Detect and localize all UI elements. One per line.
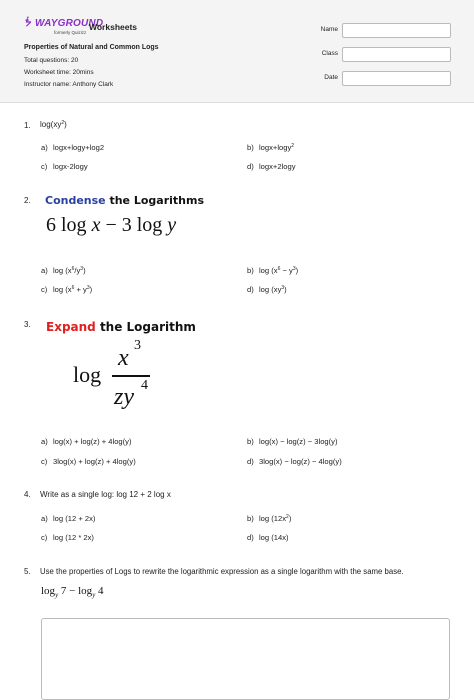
math-log: log	[73, 362, 102, 387]
math-denominator: zy	[114, 384, 134, 410]
option-a[interactable]: a) log (12 + 2x)	[41, 514, 96, 523]
option-d[interactable]: d) log (14x)	[247, 533, 289, 542]
option-a[interactable]: a) logx+logy+log2	[41, 143, 105, 152]
question-number: 4.	[24, 490, 31, 499]
logo-mark-icon: ᖭ	[24, 18, 31, 29]
worksheet-title: Properties of Natural and Common Logs	[24, 44, 159, 51]
total-questions: Total questions: 20	[24, 57, 79, 64]
name-field[interactable]	[342, 23, 451, 38]
class-label: Class	[321, 50, 338, 57]
math-expression: 6 log x − 3 log y	[46, 214, 177, 236]
question-heading: Expand the Logarithm	[46, 320, 196, 334]
option-b[interactable]: b) $\log (12x^2)$	[247, 514, 292, 523]
name-label: Name	[320, 26, 338, 33]
class-field[interactable]	[342, 47, 451, 62]
option-c[interactable]: c) log (12 * 2x)	[41, 533, 94, 542]
worksheets-label: Worksheets	[89, 22, 138, 32]
worksheet-time: Worksheet time: 20mins	[24, 69, 94, 76]
logo-text: WAYGROUND	[35, 18, 104, 29]
option-d[interactable]: d) logx+2logy	[247, 162, 296, 171]
date-field[interactable]	[342, 71, 451, 86]
option-c[interactable]: c) $\log (x^6 + y^3)$	[41, 285, 93, 294]
option-c[interactable]: c) logx-2logy	[41, 162, 88, 171]
question-number: 5.	[24, 567, 31, 576]
question-heading: Condense the Logarithms	[45, 194, 205, 207]
question-number: 1.	[24, 121, 31, 130]
fraction-bar	[112, 375, 150, 377]
option-a[interactable]: a) $\log (x^6/y^3)$	[41, 266, 86, 275]
instructor-name: Instructor name: Anthony Clark	[24, 81, 114, 88]
math-numerator-exponent: 3	[134, 338, 141, 353]
date-label: Date	[324, 74, 338, 81]
math-expression: $\log_y 7 - \log_y 4$	[41, 585, 104, 600]
math-numerator: x	[118, 345, 129, 371]
question-stem: $\log(xy^2)$	[40, 120, 67, 129]
option-b[interactable]: b) log(x) − log(z) − 3log(y)	[247, 437, 338, 446]
option-b[interactable]: b) $\log (x^6 - y^3)$	[247, 266, 299, 275]
question-stem: Write as a single log: log 12 + 2 log x	[40, 490, 171, 499]
question-stem: Use the properties of Logs to rewrite the logarithmic expression as a single logarithm with the same base.	[40, 567, 404, 576]
option-d[interactable]: d) $\log (xy^3)$	[247, 285, 287, 294]
logo-subtitle: formerly Quizizz	[54, 30, 87, 35]
answer-textarea[interactable]	[41, 618, 450, 700]
option-b[interactable]: b) logx+logy$^2$	[247, 143, 295, 152]
option-c[interactable]: c) 3log(x) + log(z) + 4log(y)	[41, 457, 136, 466]
math-denominator-exponent: 4	[141, 378, 148, 393]
option-a[interactable]: a) log(x) + log(z) + 4log(y)	[41, 437, 132, 446]
worksheet-header	[0, 0, 474, 103]
question-number: 3.	[24, 320, 31, 329]
option-d[interactable]: d) 3log(x) − log(z) − 4log(y)	[247, 457, 342, 466]
question-number: 2.	[24, 196, 31, 205]
